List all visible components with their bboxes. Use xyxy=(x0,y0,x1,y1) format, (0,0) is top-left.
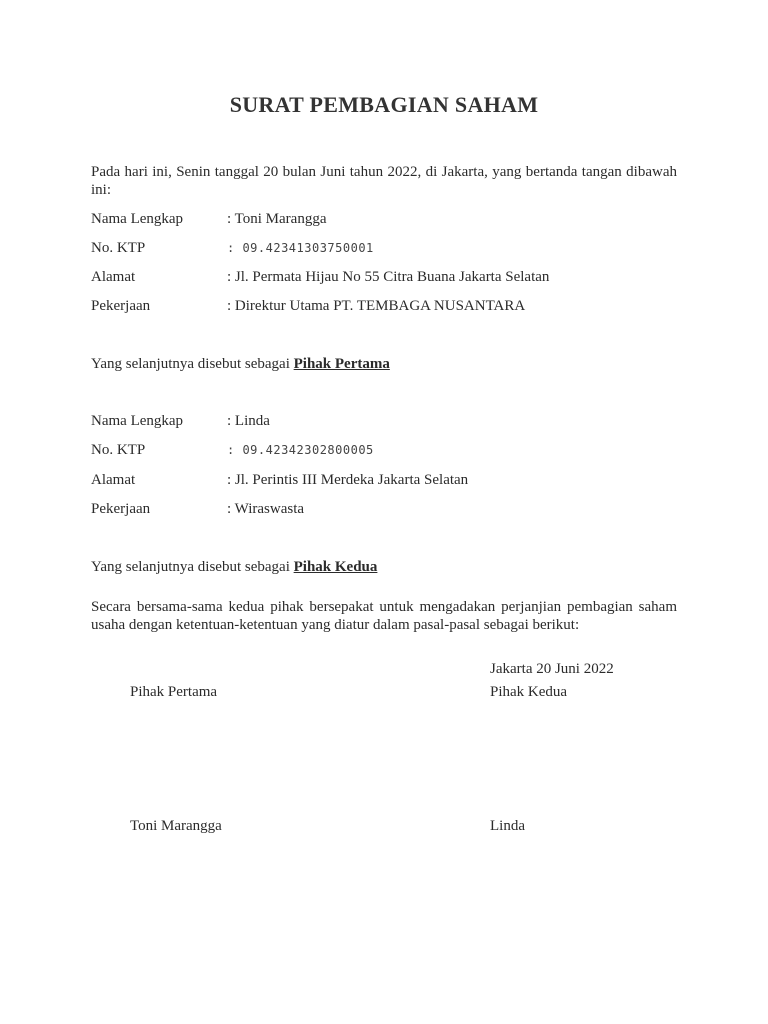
party1-reference-prefix: Yang selanjutnya disebut sebagai xyxy=(91,356,294,372)
party2-occupation-label: Pekerjaan xyxy=(91,501,151,517)
left-signatory-name: Toni Marangga xyxy=(130,818,222,834)
left-signatory-role: Pihak Pertama xyxy=(130,684,218,700)
party2-ktp-value: : 09.42342302800005 xyxy=(227,443,374,457)
document-title: SURAT PEMBAGIAN SAHAM xyxy=(229,92,539,117)
party1-name-label: Nama Lengkap xyxy=(91,211,184,227)
party2-reference-name: Pihak Kedua xyxy=(293,559,378,575)
party2-name-label: Nama Lengkap xyxy=(91,413,184,429)
intro-paragraph: Pada hari ini, Senin tanggal 20 bulan Juni tahun 2022, di Jakarta, yang bertanda tangan dibawah ini: xyxy=(91,164,677,198)
right-signatory-name: Linda xyxy=(490,818,525,834)
place-date: Jakarta 20 Juni 2022 xyxy=(490,661,614,677)
party1-address-label: Alamat xyxy=(91,269,136,285)
party2-ktp-label: No. KTP xyxy=(91,442,146,458)
party2-name-value: : Linda xyxy=(227,413,270,429)
party2-address-value: : Jl. Perintis III Merdeka Jakarta Selatan xyxy=(227,472,469,488)
party2-reference xyxy=(91,558,377,576)
party1-ktp-value: : 09.42341303750001 xyxy=(227,241,374,255)
party1-occupation-value: : Direktur Utama PT. TEMBAGA NUSANTARA xyxy=(227,298,526,314)
party2-reference-prefix: Yang selanjutnya disebut sebagai xyxy=(91,559,294,575)
party1-name-value: : Toni Marangga xyxy=(227,211,327,227)
party1-reference-name: Pihak Pertama xyxy=(293,356,390,372)
agreement-paragraph: Secara bersama-sama kedua pihak bersepakat untuk mengadakan perjanjian pembagian saham usaha dengan ketentuan-ketentuan yang diatur dalam pasal-pasal sebagai berikut: xyxy=(91,599,677,633)
party1-address-value: : Jl. Permata Hijau No 55 Citra Buana Jakarta Selatan xyxy=(227,269,550,285)
party1-occupation-label: Pekerjaan xyxy=(91,298,151,314)
party1-reference xyxy=(91,355,390,373)
party1-ktp-label: No. KTP xyxy=(91,240,146,256)
right-signatory-role: Pihak Kedua xyxy=(490,684,568,700)
party2-occupation-value: : Wiraswasta xyxy=(227,501,305,517)
party2-address-label: Alamat xyxy=(91,472,136,488)
